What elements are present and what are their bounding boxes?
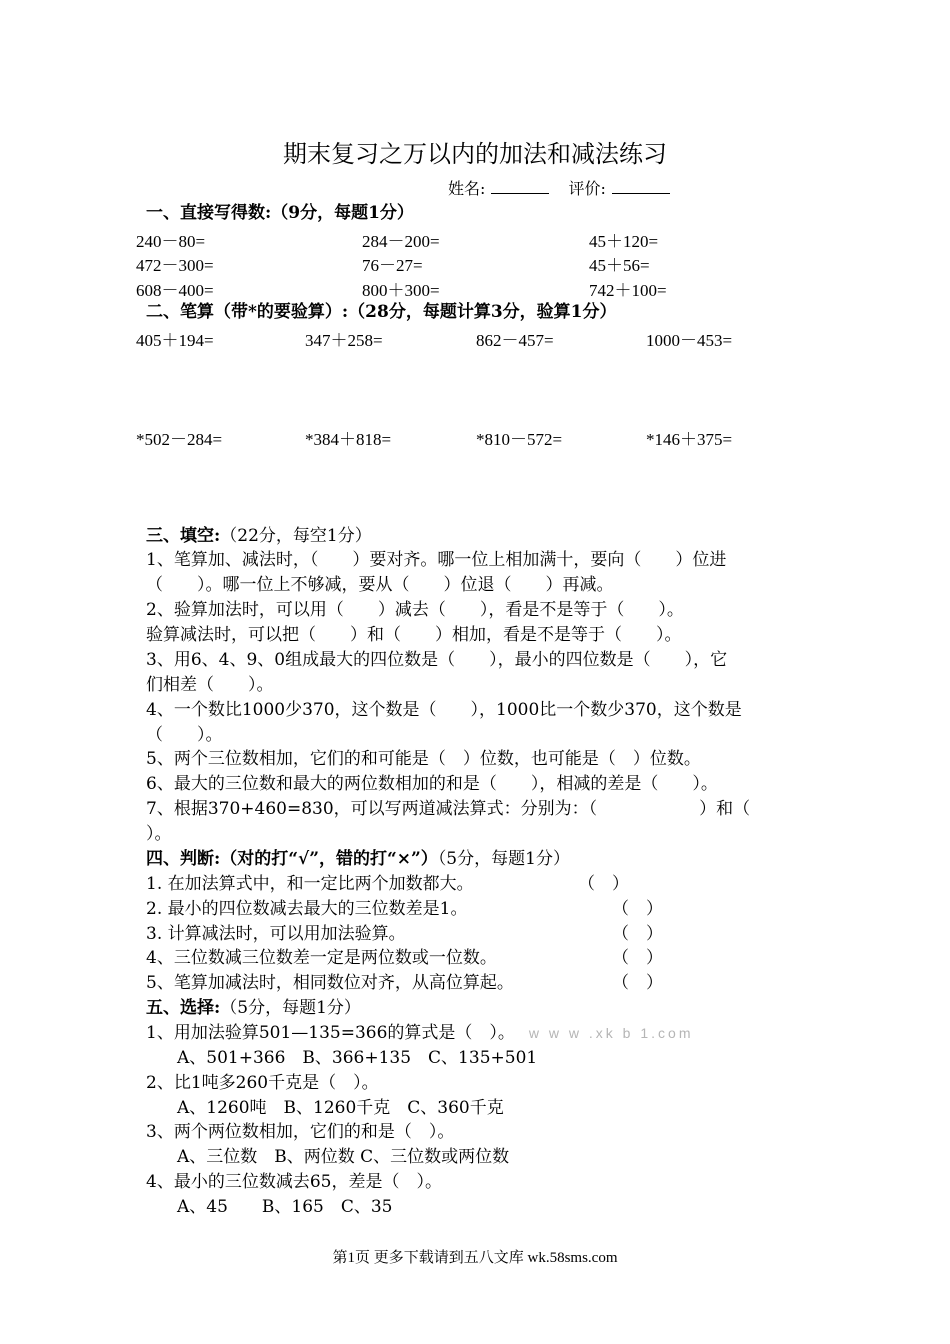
section1-heading: 一、直接写得数:（9分，每题1分） — [146, 203, 414, 223]
section2-heading: 二、笔算（带*的要验算）:（28分，每题计算3分，验算1分） — [146, 302, 617, 322]
score-blank[interactable] — [612, 177, 670, 194]
score-label: 评价: — [568, 179, 606, 198]
sec1-item: 45＋120= — [589, 232, 659, 251]
sec2-item: 1000－453= — [646, 331, 733, 350]
judge-item: 5、笔算加减法时，相同数位对齐，从高位算起。 — [146, 973, 514, 993]
section3-heading — [146, 525, 372, 547]
judge-mark[interactable]: （ ） — [612, 948, 663, 968]
sec3-line: 2、验算加法时，可以用（ ）减去（ ），看是不是等于（ ）。 — [146, 600, 684, 620]
sec1-item: 742＋100= — [589, 281, 667, 300]
section5-heading — [146, 997, 361, 1019]
sec2-item: *384＋818= — [305, 430, 392, 449]
sec2-item: *502－284= — [136, 430, 223, 449]
sec1-item: 800＋300= — [362, 281, 440, 300]
sec3-line: 6、最大的三位数和最大的两位数相加的和是（ ），相减的差是（ ）。 — [146, 774, 718, 794]
judge-item: 2. 最小的四位数减去最大的三位数差是1。 — [146, 899, 468, 919]
sec3-line: （ ）。 — [146, 725, 223, 745]
sec2-item: *146＋375= — [646, 430, 733, 449]
page-title: 期末复习之万以内的加法和减法练习 — [283, 140, 667, 168]
sec3-line: 1、笔算加、减法时，（ ）要对齐。哪一位上相加满十，要向（ ）位进 — [146, 550, 727, 570]
judge-mark[interactable]: （ ） — [612, 924, 663, 944]
section5-note: （5分，每题1分） — [220, 998, 361, 1018]
sec1-item: 76－27= — [362, 256, 423, 275]
choice-question: 3、两个两位数相加，它们的和是（ ）。 — [146, 1122, 455, 1142]
choice-options: A、三位数 B、两位数 C、三位数或两位数 — [177, 1147, 510, 1167]
section4-note: （5分，每题1分） — [437, 849, 570, 869]
section4-title: 四、判断:（对的打“√”，错的打“×”） — [146, 849, 438, 869]
sec2-item: 862－457= — [476, 331, 554, 350]
sec3-line: 5、两个三位数相加，它们的和可能是（ ）位数，也可能是（ ）位数。 — [146, 749, 701, 769]
sec3-line: 3、用6、4、9、0组成最大的四位数是（ ），最小的四位数是（ ），它 — [146, 650, 728, 670]
judge-mark[interactable]: （ ） — [612, 899, 663, 919]
section3-title: 三、填空: — [146, 526, 221, 546]
judge-item: 4、三位数减三位数差一定是两位数或一位数。 — [146, 948, 497, 968]
name-score-row — [448, 176, 670, 199]
sec2-item: 405＋194= — [136, 331, 214, 350]
sec3-line: 验算减法时，可以把（ ）和（ ）相加，看是不是等于（ ）。 — [146, 625, 682, 645]
sec1-item: 284－200= — [362, 232, 440, 251]
choice-options: A、501+366 B、366+135 C、135+501 — [177, 1048, 538, 1068]
section3-note: （22分，每空1分） — [220, 526, 372, 546]
sec3-line: （ ）。哪一位上不够减，要从（ ）位退（ ）再减。 — [146, 575, 614, 595]
choice-options: A、1260吨 B、1260千克 C、360千克 — [177, 1098, 504, 1118]
sec3-line: 4、一个数比1000少370，这个数是（ ），1000比一个数少370，这个数是 — [146, 700, 742, 720]
judge-item: 3. 计算减法时，可以用加法验算。 — [146, 924, 406, 944]
sec3-line: 7、根据370+460=830，可以写两道减法算式：分别为：（ ）和（ — [146, 799, 751, 819]
page-footer: 第1页 更多下载请到五八文库 wk.58sms.com — [332, 1250, 618, 1266]
sec1-item: 45＋56= — [589, 256, 650, 275]
sec1-item: 240－80= — [136, 232, 206, 251]
watermark-text: w w w .xk b 1.com — [528, 1025, 694, 1041]
choice-question: 4、最小的三位数减去65，差是（ ）。 — [146, 1172, 442, 1192]
name-label: 姓名: — [448, 179, 486, 198]
sec3-line: ）。 — [146, 824, 172, 844]
choice-options: A、45 B、165 C、35 — [177, 1197, 393, 1217]
judge-item: 1. 在加法算式中，和一定比两个加数都大。 — [146, 874, 474, 894]
section4-heading — [146, 848, 570, 870]
judge-mark[interactable]: （ ） — [578, 874, 629, 894]
sec2-item: 347＋258= — [305, 331, 383, 350]
sec1-item: 472－300= — [136, 256, 214, 275]
choice-question-text: 1、用加法验算501—135=366的算式是（ ）。 — [146, 1023, 515, 1043]
sec3-line: 们相差（ ）。 — [146, 675, 274, 695]
name-blank[interactable] — [491, 177, 549, 194]
sec1-item: 608－400= — [136, 281, 214, 300]
judge-mark[interactable]: （ ） — [612, 973, 663, 993]
choice-question — [146, 1022, 694, 1044]
sec2-item: *810－572= — [476, 430, 563, 449]
section5-title: 五、选择: — [146, 998, 221, 1018]
choice-question: 2、比1吨多260千克是（ ）。 — [146, 1073, 379, 1093]
